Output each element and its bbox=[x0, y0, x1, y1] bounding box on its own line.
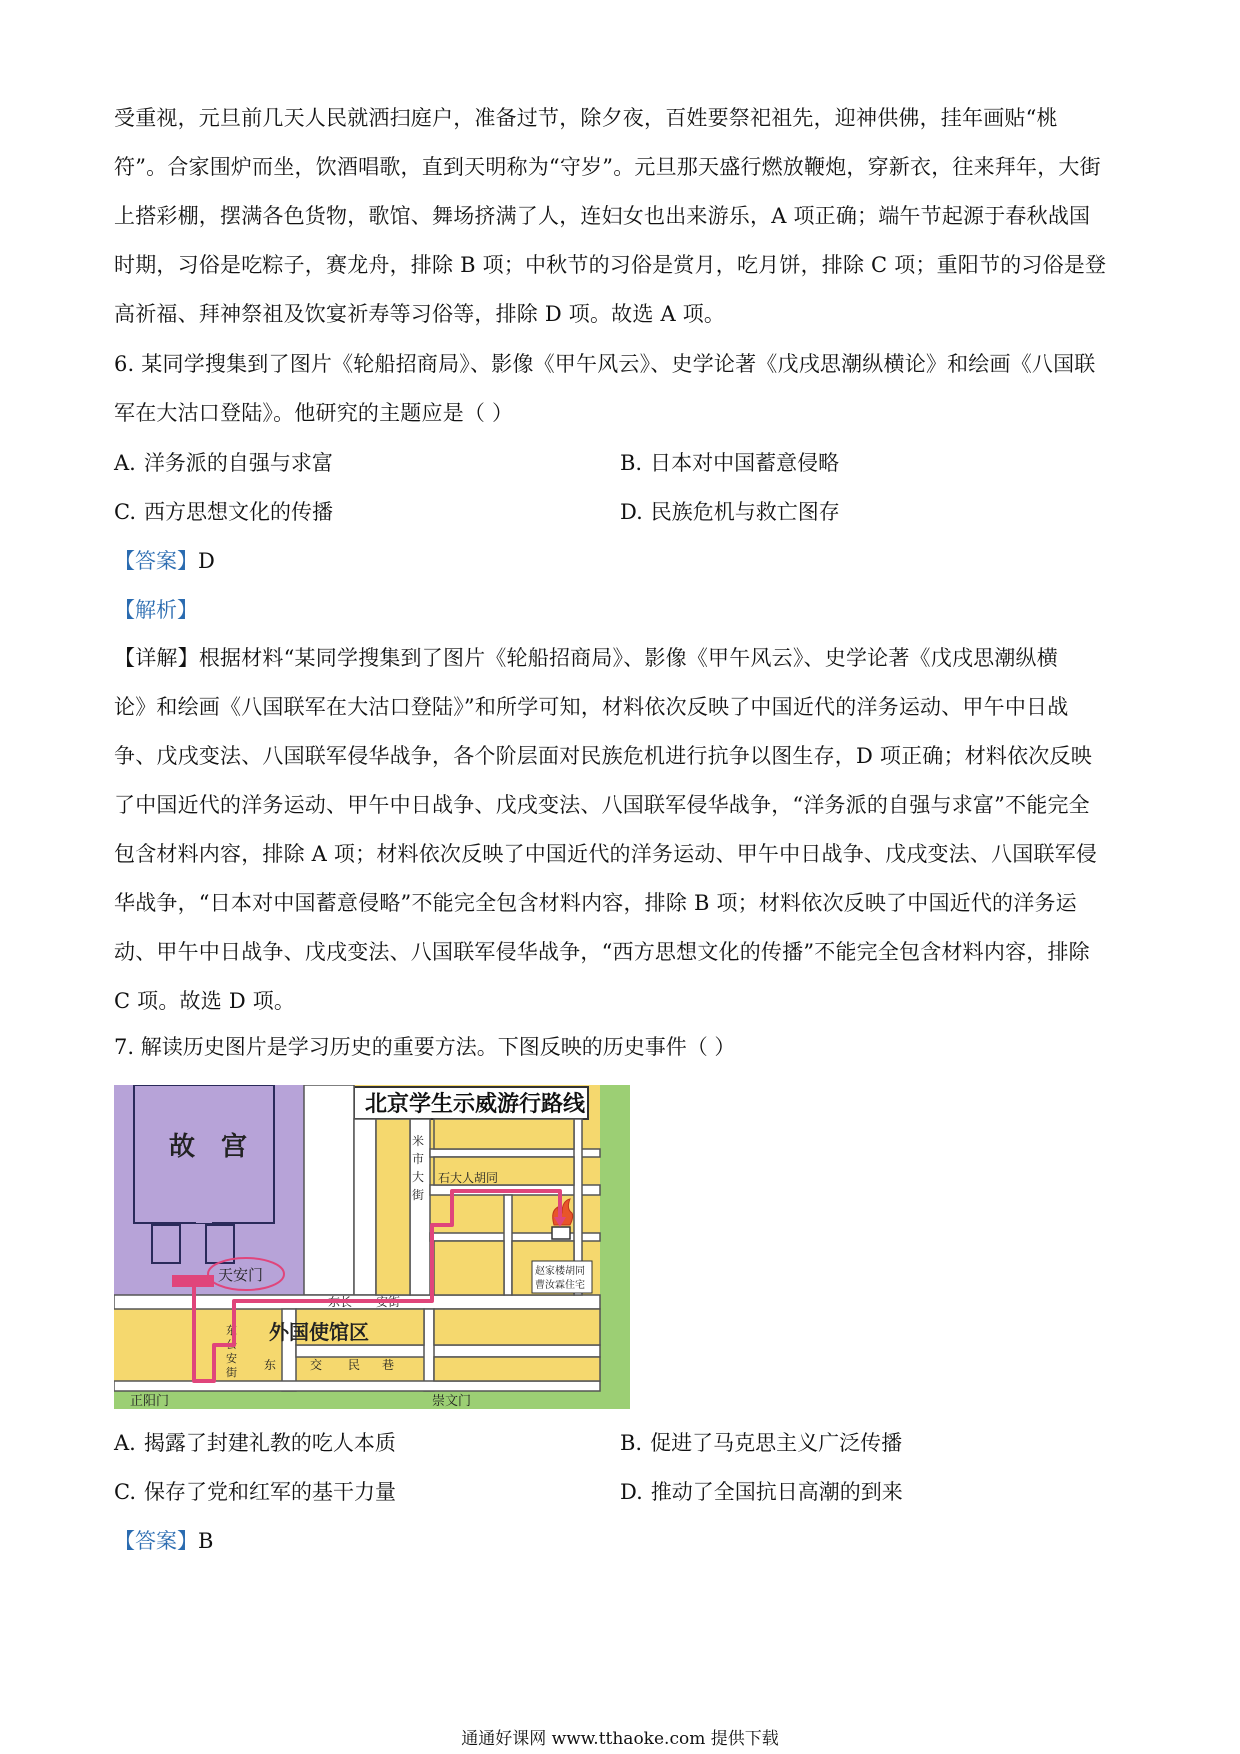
zhengyangmen-label: 正阳门 bbox=[130, 1394, 170, 1409]
city-block bbox=[434, 1357, 600, 1381]
detail-tag: 【详解】 bbox=[114, 646, 199, 670]
road bbox=[424, 1309, 434, 1391]
dongjiaominxiang-label-2: 交 bbox=[310, 1358, 323, 1372]
mishidajie-label-4: 街 bbox=[412, 1188, 425, 1202]
option-text: 保存了党和红军的基干力量 bbox=[144, 1480, 396, 1504]
dongchanganjie-label-2: 安街 bbox=[376, 1295, 401, 1309]
mishidajie-label-3: 大 bbox=[412, 1170, 425, 1184]
option-letter: C. bbox=[114, 500, 136, 524]
caorulin-label: 曹汝霖住宅 bbox=[535, 1280, 585, 1291]
q7-answer bbox=[114, 1526, 213, 1556]
text-line: 包含材料内容，排除 A 项；材料依次反映了中国近代的洋务运动、甲午中日战争、戊戌变法、八国联军侵 bbox=[114, 842, 1098, 866]
mishidajie-label-2: 市 bbox=[412, 1152, 425, 1166]
q6-analysis bbox=[114, 595, 198, 625]
road bbox=[354, 1119, 376, 1295]
text-line: C 项。故选 D 项。 bbox=[114, 989, 296, 1013]
text-line: 论》和绘画《八国联军在大沽口登陆》”和所学可知，材料依次反映了中国近代的洋务运动、甲午中日战 bbox=[114, 695, 1069, 719]
q6-answer bbox=[114, 546, 215, 576]
q6-option-b bbox=[620, 448, 839, 478]
answer-value: D bbox=[198, 549, 215, 573]
option-text: 揭露了封建礼教的吃人本质 bbox=[143, 1431, 396, 1455]
text-line: 了中国近代的洋务运动、甲午中日战争、戊戌变法、八国联军侵华战争，“洋务派的自强与求富”不能完全 bbox=[114, 793, 1090, 817]
dongguananjie-label-1: 东 bbox=[226, 1324, 237, 1337]
q6-detail bbox=[114, 634, 1136, 1026]
option-letter: D. bbox=[620, 500, 643, 524]
legation-label: 外国使馆区 bbox=[269, 1320, 369, 1344]
dongguananjie-label-4: 街 bbox=[226, 1366, 237, 1379]
detail-text: 根据材料“某同学搜集到了图片《轮船招商局》、影像《甲午风云》、史学论著《戊戌思潮纵横 bbox=[198, 646, 1058, 670]
option-letter: B. bbox=[620, 1431, 643, 1455]
tiananmen-label: 天安门 bbox=[218, 1266, 264, 1284]
prev-explanation bbox=[114, 94, 1136, 339]
text-line: 6. 某同学搜集到了图片《轮船招商局》、影像《甲午风云》、史学论著《戊戌思潮纵横论》和绘画《八国联 bbox=[114, 352, 1096, 376]
dongjiaominxiang-label-1: 东 bbox=[264, 1358, 277, 1372]
dongguananjie-label-3: 安 bbox=[226, 1352, 237, 1365]
dongchanganjie-label-1: 东长 bbox=[328, 1295, 353, 1309]
q6-option-c bbox=[114, 497, 333, 527]
option-letter: B. bbox=[620, 451, 643, 475]
city-block bbox=[434, 1119, 574, 1149]
text-line: 受重视，元旦前几天人民就洒扫庭户，准备过节，除夕夜，百姓要祭祀祖先，迎神供佛，挂年画贴“桃 bbox=[114, 106, 1058, 130]
text-line: 符”。合家围炉而坐，饮酒唱歌，直到天明称为“守岁”。元旦那天盛行燃放鞭炮，穿新衣，往来拜年，大街 bbox=[114, 155, 1101, 179]
option-text: 推动了全国抗日高潮的到来 bbox=[650, 1480, 903, 1504]
option-letter: C. bbox=[114, 1480, 136, 1504]
green-area bbox=[114, 1391, 630, 1409]
shidaren-label: 石大人胡同 bbox=[438, 1171, 499, 1185]
q7-option-d bbox=[620, 1477, 903, 1507]
zhaojialou-label: 赵家楼胡同 bbox=[535, 1266, 585, 1277]
city-block bbox=[376, 1119, 410, 1295]
protest-route-map bbox=[114, 1085, 630, 1409]
text-line bbox=[114, 634, 1136, 683]
text-line: 高祈福、拜神祭祖及饮宴祈寿等习俗等，排除 D 项。故选 A 项。 bbox=[114, 302, 726, 326]
analysis-tag: 【解析】 bbox=[114, 598, 198, 622]
house-icon bbox=[552, 1227, 570, 1239]
dongjiaominxiang-label-4: 巷 bbox=[382, 1358, 395, 1372]
green-area bbox=[600, 1085, 630, 1409]
city-block bbox=[434, 1309, 600, 1345]
option-letter: A. bbox=[114, 1431, 136, 1455]
q6-option-a bbox=[114, 448, 333, 478]
map-title: 北京学生示威游行路线 bbox=[365, 1092, 586, 1117]
dongjiaominxiang-label-3: 民 bbox=[348, 1358, 361, 1372]
option-text: 西方思想文化的传播 bbox=[144, 500, 333, 524]
answer-tag: 【答案】 bbox=[114, 1529, 198, 1553]
option-text: 促进了马克思主义广泛传播 bbox=[650, 1431, 903, 1455]
q7-option-b bbox=[620, 1428, 902, 1458]
text-line: 争、戊戌变法、八国联军侵华战争，各个阶层面对民族危机进行抗争以图生存，D 项正确；材料依次反映 bbox=[114, 744, 1092, 768]
q6-option-d bbox=[620, 497, 840, 527]
road bbox=[504, 1195, 512, 1295]
dongguananjie-label-2: 公 bbox=[226, 1338, 237, 1351]
answer-value: B bbox=[198, 1529, 214, 1553]
q7-option-c bbox=[114, 1477, 396, 1507]
chongwenmen-label: 崇文门 bbox=[432, 1394, 472, 1409]
text-line: 华战争，“日本对中国蓄意侵略”不能完全包含材料内容，排除 B 项；材料依次反映了中国近代的洋务运 bbox=[114, 891, 1077, 915]
palace-label: 故 宫 bbox=[169, 1132, 248, 1162]
option-letter: D. bbox=[620, 1480, 643, 1504]
road bbox=[304, 1085, 354, 1295]
city-block bbox=[434, 1241, 504, 1295]
option-text: 洋务派的自强与求富 bbox=[143, 451, 333, 475]
road bbox=[114, 1381, 600, 1391]
q7-option-a bbox=[114, 1428, 396, 1458]
q7-stem: 7. 解读历史图片是学习历史的重要方法。下图反映的历史事件（ ） bbox=[114, 1035, 736, 1059]
option-letter: A. bbox=[114, 451, 136, 475]
text-line: 时期，习俗是吃粽子，赛龙舟，排除 B 项；中秋节的习俗是赏月，吃月饼，排除 C 项；重阳节的习俗是登 bbox=[114, 253, 1107, 277]
answer-tag: 【答案】 bbox=[114, 549, 198, 573]
text-line: 军在大沽口登陆》。他研究的主题应是（ ） bbox=[114, 401, 514, 425]
q6-stem bbox=[114, 340, 1136, 438]
option-text: 民族危机与救亡图存 bbox=[650, 500, 840, 524]
page-footer: 通通好课网 www.tthaoke.com 提供下载 bbox=[461, 1729, 779, 1749]
mishidajie-label-1: 米 bbox=[412, 1134, 425, 1148]
text-line: 上搭彩棚，摆满各色货物，歌馆、舞场挤满了人，连妇女也出来游乐，A 项正确；端午节起源于春秋战国 bbox=[114, 204, 1091, 228]
option-text: 日本对中国蓄意侵略 bbox=[650, 451, 840, 475]
road bbox=[296, 1345, 600, 1357]
text-line: 动、甲午中日战争、戊戌变法、八国联军侵华战争，“西方思想文化的传播”不能完全包含材料内容，排除 bbox=[114, 940, 1090, 964]
